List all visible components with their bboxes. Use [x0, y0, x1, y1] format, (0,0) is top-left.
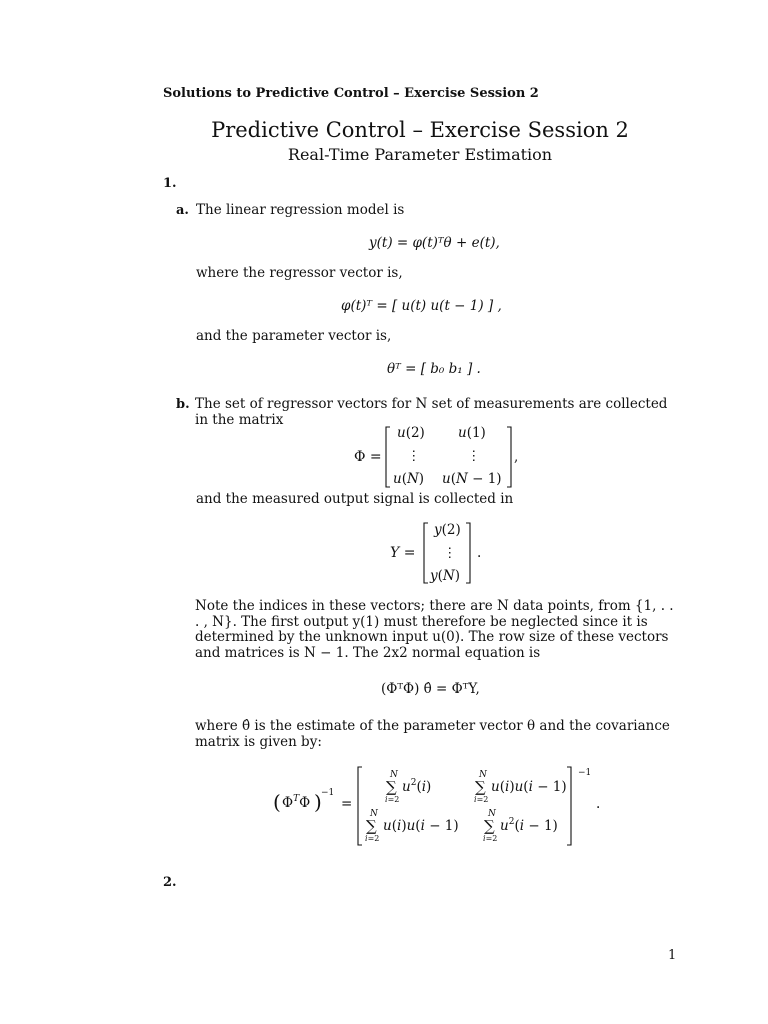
svg-text:i=2: i=2	[365, 834, 380, 843]
equation-model: y(t) = φ(t)ᵀθ + e(t),	[369, 235, 500, 251]
running-header: Solutions to Predictive Control – Exercise Session 2	[163, 86, 539, 101]
svg-text:): )	[314, 790, 322, 814]
y-vector	[424, 522, 470, 584]
question-2-number: 2.	[163, 875, 177, 890]
svg-text:.: .	[596, 796, 601, 812]
svg-text:(: (	[273, 790, 281, 814]
svg-text:i=2: i=2	[474, 795, 489, 804]
svg-text:u2(i): $u^2(i)$	[402, 778, 432, 795]
page-subtitle: Real-Time Parameter Estimation	[287, 145, 553, 164]
part-b-label: b.	[176, 397, 190, 412]
svg-text:∑: ∑	[475, 778, 486, 796]
part-a-label: a.	[176, 203, 189, 218]
regressor-text: where the regressor vector is,	[196, 265, 403, 281]
svg-text:u(N − 1): u(N − 1)	[442, 471, 502, 487]
param-text: and the parameter vector is,	[196, 328, 392, 344]
svg-text:u(2): u(2)	[397, 425, 425, 441]
svg-text:u(1): u(1)	[458, 425, 486, 441]
svg-text:i=2: i=2	[483, 834, 498, 843]
svg-text:y(N): y(N)	[430, 568, 461, 584]
svg-text:N: N	[479, 770, 487, 780]
svg-text:∑: ∑	[484, 817, 495, 835]
svg-text:∑: ∑	[386, 778, 397, 796]
svg-text:⋮: ⋮	[467, 448, 481, 464]
svg-text:⋮: ⋮	[443, 545, 457, 561]
part-a-intro: The linear regression model is	[196, 202, 405, 218]
page-title: Predictive Control – Exercise Session 2	[211, 118, 629, 142]
svg-text:y(2): y(2)	[434, 522, 461, 538]
phi-symbol: Φ =	[354, 449, 382, 465]
page-number: 1	[668, 948, 677, 963]
covariance-equation	[273, 767, 591, 845]
svg-text:N: N	[370, 809, 378, 819]
svg-text:N: N	[390, 770, 398, 780]
equation-regressor: φ(t)ᵀ = [ u(t) u(t − 1) ] ,	[341, 298, 502, 314]
output-text: and the measured output signal is collected in	[196, 491, 514, 507]
svg-text:i=2: i=2	[385, 795, 400, 804]
svg-text:u2(i − 1): $u^2(i - 1)$	[500, 817, 558, 834]
svg-text:−1: −1	[578, 768, 592, 778]
equation-normal: (ΦᵀΦ) θ̂ = ΦᵀY,	[381, 681, 480, 697]
y-symbol: Y =	[390, 545, 416, 561]
svg-text:u(i)u(i − 1): u(i)u(i − 1)	[383, 818, 459, 834]
svg-text:N: N	[488, 809, 496, 819]
equation-param: θᵀ = [ b₀ b₁ ] .	[387, 361, 481, 377]
svg-text:,: ,	[514, 449, 519, 465]
svg-text:=: =	[341, 796, 353, 812]
svg-text:ΦTΦ: $\Phi^T\Phi$	[282, 794, 311, 811]
where-paragraph: where θ̂ is the estimate of the parameter vector θ and the covariance matrix is given by:	[195, 718, 670, 750]
part-b-intro: The set of regressor vectors for N set of measurements are collected in the matrix	[195, 396, 668, 428]
svg-text:.: .	[477, 545, 482, 561]
svg-text:∑: ∑	[366, 817, 377, 835]
svg-text:u(N): u(N)	[393, 471, 425, 487]
question-1-number: 1.	[163, 176, 177, 191]
svg-text:u(i)u(i − 1): u(i)u(i − 1)	[491, 779, 567, 795]
svg-text:−1: −1	[321, 788, 335, 798]
svg-text:⋮: ⋮	[407, 448, 421, 464]
note-paragraph: Note the indices in these vectors; there are N data points, from {1, . . . , N}. The first output y(1) must therefore be neglected since it is determined by the unknown input u(0). The row size of these vectors and matrices is N − 1. The 2x2 normal equation is	[195, 598, 674, 661]
phi-matrix	[386, 425, 511, 487]
